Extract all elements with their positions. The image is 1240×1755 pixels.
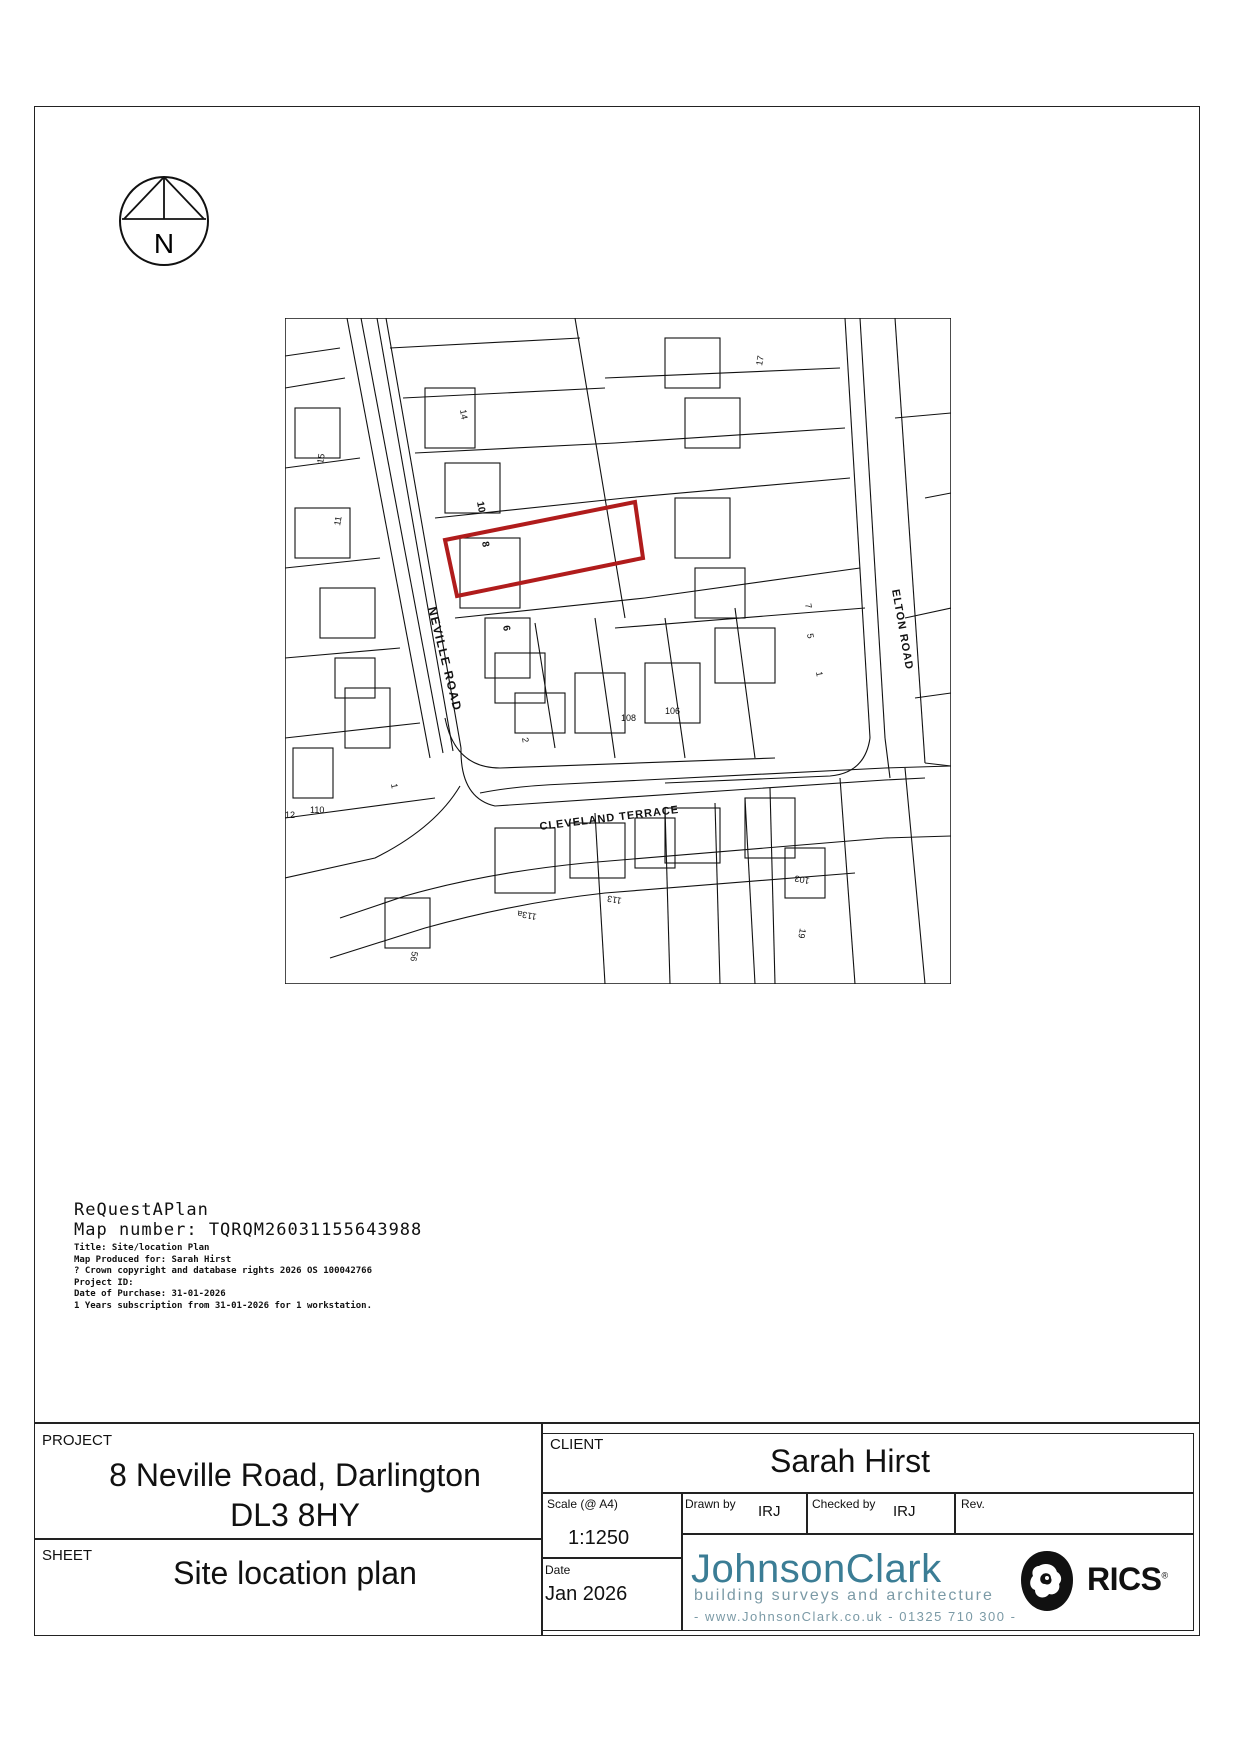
client-label: CLIENT	[550, 1436, 604, 1453]
logo-divider	[681, 1533, 1194, 1535]
house-number: 56	[408, 950, 420, 963]
house-number: 103	[793, 873, 811, 886]
street-label-elton: ELTON ROAD	[889, 588, 916, 671]
north-arrow	[118, 175, 210, 267]
requestaplan-brand: ReQuestAPlan	[74, 1200, 209, 1220]
house-number: 1	[389, 782, 400, 790]
client-divider	[541, 1492, 1194, 1494]
checked-divider	[954, 1492, 956, 1533]
sheet-label: SHEET	[42, 1547, 93, 1564]
house-number: 113a	[516, 908, 538, 922]
detail-line: Title: Site/location Plan	[74, 1243, 210, 1253]
house-number: 113	[606, 893, 623, 906]
detail-line: 1 Years subscription from 31-01-2026 for 1 workstation.	[74, 1300, 373, 1311]
title-block-top-line	[34, 1422, 1200, 1424]
house-number: 14	[458, 408, 470, 421]
scale-value: 1:1250	[568, 1527, 630, 1549]
johnsonclark-logo: JohnsonClark	[691, 1547, 942, 1591]
house-number: 1	[814, 670, 825, 678]
rics-lion-icon	[1017, 1548, 1077, 1614]
house-number: 8	[479, 540, 491, 548]
detail-line: ? Crown copyright and database rights 2026 OS 100042766	[74, 1266, 373, 1276]
house-number: 11	[332, 515, 344, 527]
scale-divider	[681, 1492, 683, 1631]
project-label: PROJECT	[42, 1432, 113, 1449]
detail-line: Project ID:	[74, 1277, 134, 1288]
date-divider	[541, 1557, 681, 1559]
rics-logo	[1087, 1561, 1168, 1598]
sheet-title: Site location plan	[173, 1555, 417, 1591]
house-number: 2	[520, 736, 531, 744]
house-number: 110	[310, 805, 325, 815]
project-line-2: DL3 8HY	[230, 1497, 360, 1533]
house-number: 17	[754, 354, 766, 367]
detail-line: Date of Purchase: 31-01-2026	[74, 1289, 226, 1299]
logo-web: - www.JohnsonClark.co.uk - 01325 710 300 -	[694, 1609, 1017, 1624]
drawn-by-value: IRJ	[758, 1503, 781, 1520]
project-sheet-divider	[34, 1538, 541, 1540]
date-value: Jan 2026	[545, 1583, 628, 1605]
house-number: 5	[805, 632, 816, 640]
scale-label: Scale (@ A4)	[547, 1497, 618, 1511]
house-number: 6	[500, 624, 512, 632]
detail-line: Map Produced for: Sarah Hirst	[74, 1254, 232, 1265]
map-number: Map number: TQRQM26031155643988	[74, 1220, 423, 1240]
rev-label: Rev.	[961, 1497, 985, 1511]
house-number: 7	[803, 602, 814, 610]
house-number: 15	[315, 452, 327, 465]
house-number: 19	[796, 927, 808, 940]
rics-label: RICS	[1087, 1561, 1162, 1597]
date-label: Date	[545, 1563, 571, 1577]
street-label-neville: NEVILLE ROAD	[425, 605, 465, 713]
project-line-1: 8 Neville Road, Darlington	[109, 1457, 481, 1493]
north-label: N	[153, 228, 175, 259]
requestaplan-details	[74, 1243, 372, 1312]
drawn-divider	[806, 1492, 808, 1533]
drawn-by-label: Drawn by	[685, 1497, 736, 1511]
house-number: 10	[474, 500, 487, 514]
checked-by-value: IRJ	[893, 1503, 916, 1520]
checked-by-label: Checked by	[812, 1497, 876, 1511]
ordnance-map	[285, 318, 951, 984]
client-name: Sarah Hirst	[769, 1443, 931, 1479]
rics-registered-mark: ®	[1161, 1570, 1168, 1581]
house-number: 106	[665, 706, 681, 716]
house-number: 108	[621, 713, 637, 723]
logo-tagline: building surveys and architecture	[694, 1587, 994, 1604]
street-label-cleveland: CLEVELAND TERRACE	[538, 803, 680, 833]
requestaplan-header	[74, 1200, 422, 1240]
project-address	[40, 1455, 550, 1535]
house-number: 12	[285, 810, 296, 820]
